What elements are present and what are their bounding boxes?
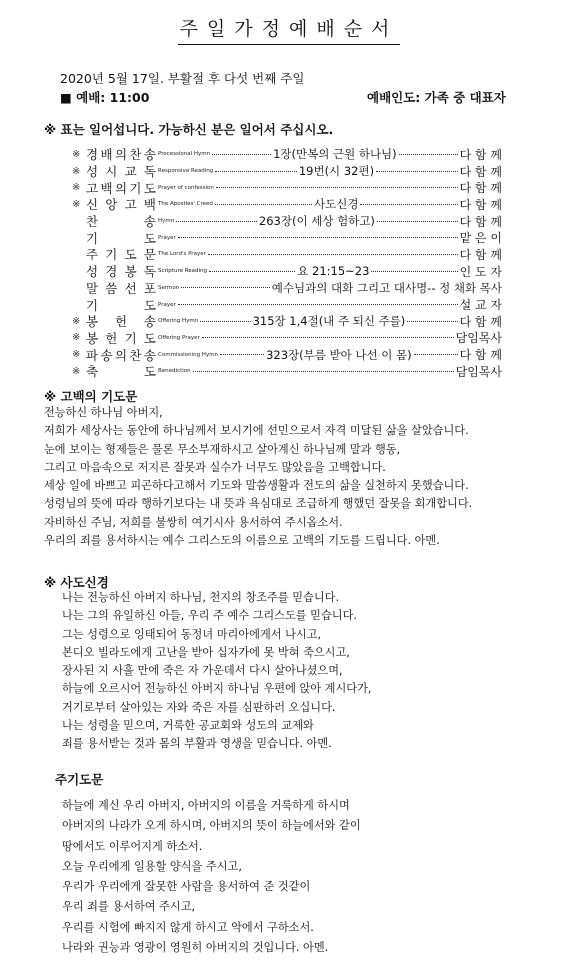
order-item-name-char: 성 xyxy=(86,264,99,280)
order-item-english: Prayer of confession xyxy=(158,184,214,191)
order-item-name-char: 기 xyxy=(105,247,118,263)
leader-dots xyxy=(176,221,257,222)
order-item-name-char: 찬 xyxy=(129,147,142,163)
order-item-leader: 다 함 께 xyxy=(459,214,503,229)
order-item-name-char: 의 xyxy=(114,347,128,363)
lords-prayer-line: 우리가 우리에게 잘못한 사람을 용서하여 준 것같이 xyxy=(62,880,311,894)
order-item-english: Commissioning Hymn xyxy=(158,351,219,358)
order-item-name-char: 배 xyxy=(100,147,113,163)
leader-dots xyxy=(202,337,454,338)
order-item-name xyxy=(86,296,156,314)
order-item-leader: 다 함 께 xyxy=(459,164,503,179)
order-item-name-char: 독 xyxy=(143,264,156,280)
confession-heading: ※ 고백의 기도문 xyxy=(44,389,138,404)
order-item xyxy=(72,330,502,347)
standing-mark: ※ xyxy=(72,165,81,177)
leader-dots xyxy=(215,204,312,205)
order-item-english: Offering Prayer xyxy=(158,334,200,341)
order-item-name xyxy=(86,329,156,347)
confession-line: 그리고 마음속으로 저지른 잘못과 실수가 너무도 많았음을 고백합니다. xyxy=(44,460,386,474)
order-item-name-char: 백 xyxy=(100,180,113,196)
order-item-english: Sermon xyxy=(158,284,180,291)
leader-dots xyxy=(209,271,295,272)
leader-dots xyxy=(200,321,250,322)
order-item-detail: 315장 1,4절(내 주 되신 주를) xyxy=(252,314,406,329)
order-of-worship xyxy=(72,146,502,380)
order-item-name xyxy=(86,262,156,280)
confession-line: 세상 일에 바쁘고 피곤하다고해서 기도와 말씀생활과 전도의 삶을 실천하지 못했습니다. xyxy=(44,479,469,493)
order-item-name-char: 의 xyxy=(114,180,128,196)
leader-dots xyxy=(181,287,270,288)
order-item xyxy=(72,213,502,230)
standing-mark: ※ xyxy=(72,148,81,160)
order-item-english: Prayer xyxy=(158,301,176,308)
order-item-name xyxy=(86,346,156,364)
service-date: 2020년 5월 17일. 부활절 후 다섯 번째 주일 xyxy=(60,71,305,86)
order-item-name-char: 찬 xyxy=(129,347,142,363)
order-item-name xyxy=(86,229,156,247)
apostles-creed xyxy=(62,589,371,754)
order-item-detail: 323장(부름 받아 나선 이 몸) xyxy=(266,347,412,362)
lords-prayer-heading: 주기도문 xyxy=(55,772,104,787)
leader-dots xyxy=(371,271,457,272)
confession-line: 눈에 보이는 형제들은 물론 무소부재하시고 살아계신 하나님께 말과 행동, xyxy=(44,442,401,456)
creed-heading: ※ 사도신경 xyxy=(44,575,109,590)
confession-line: 전능하신 하나님 아버지, xyxy=(44,406,163,419)
order-item-leader: 다 함 께 xyxy=(459,181,502,196)
order-item-name-char: 독 xyxy=(143,164,156,180)
order-item-leader: 다 함 께 xyxy=(459,247,502,262)
order-item-name-char: 송 xyxy=(143,214,156,230)
creed-line: 죄를 용서받는 것과 몸의 부활과 영생을 믿습니다. 아멘. xyxy=(62,737,332,751)
order-item xyxy=(72,280,502,297)
order-item-leader: 담임목사 xyxy=(455,331,502,346)
leader-dots xyxy=(377,221,458,222)
order-item-name xyxy=(86,162,156,180)
order-item-name-char: 찬 xyxy=(86,214,99,230)
service-time: ■ 예배: 11:00 xyxy=(60,90,150,105)
order-item-english: Responsive Reading xyxy=(158,168,214,175)
order-item-leader: 다 함 께 xyxy=(459,348,503,363)
lords-prayer-line: 우리 죄를 용서하여 주시고, xyxy=(62,900,196,914)
lords-prayer xyxy=(62,796,361,958)
order-item-leader: 다 함 께 xyxy=(459,147,502,162)
order-item-name-char: 송 xyxy=(100,347,113,363)
order-item-name-char: 경 xyxy=(86,147,99,163)
order-item-leader: 다 함 께 xyxy=(459,314,503,329)
order-item-name-char: 의 xyxy=(114,147,128,163)
order-item-name-char: 도 xyxy=(143,180,156,196)
order-item-name xyxy=(86,212,156,230)
order-item-name-char: 도 xyxy=(124,247,137,263)
title-underline xyxy=(178,44,400,45)
creed-line: 나는 그의 유일하신 아들, 우리 주 예수 그리스도를 믿습니다. xyxy=(62,609,357,623)
lords-prayer-line: 나라와 권능과 영광이 영원히 아버지의 것입니다. 아멘. xyxy=(62,941,329,955)
order-item-name-char: 헌 xyxy=(114,314,128,330)
lords-prayer-line: 하늘에 계신 우리 아버지, 아버지의 이름을 거룩하게 하시며 xyxy=(62,799,350,812)
order-item-name-char: 기 xyxy=(129,180,142,196)
order-item-english: Offering Hymn xyxy=(158,318,199,325)
confession-line: 우리의 죄를 용서하시는 예수 그리스도의 이름으로 고백의 기도를 드립니다. 아멘. xyxy=(44,534,440,548)
order-item-name xyxy=(86,179,156,197)
lords-prayer-line: 땅에서도 이루어지게 하소서. xyxy=(62,839,203,853)
confession-line: 자비하신 주님, 저희를 불쌍히 여기시사 용서하여 주시옵소서. xyxy=(44,515,343,529)
creed-line: 본디오 빌라도에게 고난을 받아 십자가에 못 박혀 죽으시고, xyxy=(62,645,350,659)
order-item-name xyxy=(86,145,156,163)
order-item-leader: 설 교 자 xyxy=(459,298,502,313)
order-item-name-char: 기 xyxy=(124,330,137,346)
order-item-name-char: 포 xyxy=(143,280,156,296)
order-item-leader: 인 도 자 xyxy=(459,264,503,279)
order-item-name-char: 헌 xyxy=(105,330,118,346)
order-item-name-char: 말 xyxy=(86,280,99,296)
leader-dots xyxy=(414,354,458,355)
order-item xyxy=(72,363,502,380)
order-item-name-char: 송 xyxy=(143,347,156,363)
order-item-name-char: 교 xyxy=(124,164,137,180)
leader-dots xyxy=(407,321,457,322)
leader-dots xyxy=(399,154,458,155)
order-item xyxy=(72,163,502,180)
order-item-name-char: 고 xyxy=(86,180,99,196)
worship-leader: 예배인도: 가족 중 대표자 xyxy=(367,90,506,105)
order-item-english: The Lord's Prayer xyxy=(158,251,206,258)
order-item xyxy=(72,263,502,280)
order-item-name-char: 축 xyxy=(86,364,99,380)
order-item-name-char: 봉 xyxy=(86,330,99,346)
order-item xyxy=(72,146,502,163)
order-item-english: Processional Hymn xyxy=(158,151,211,158)
standing-mark: ※ xyxy=(72,198,81,210)
order-item-leader: 담임목사 xyxy=(455,364,502,379)
order-item-name xyxy=(86,195,156,213)
leader-dots xyxy=(220,354,264,355)
order-item-english: Prayer xyxy=(158,234,176,241)
order-item xyxy=(72,313,502,330)
standing-mark: ※ xyxy=(72,365,81,377)
order-item-name-char: 주 xyxy=(86,247,99,263)
order-item-name-char: 신 xyxy=(86,197,99,213)
order-item-english: Benediction xyxy=(158,368,191,375)
order-item-detail: 예수님과의 대화 그리고 대사명-- 정 채화 목사 xyxy=(271,280,502,295)
order-item-name xyxy=(86,245,156,263)
order-item-name-char: 씀 xyxy=(105,280,118,296)
order-item-detail: 사도신경 xyxy=(314,197,359,212)
order-item-name-char: 기 xyxy=(86,230,99,246)
order-item-detail: 263장(이 세상 험하고) xyxy=(258,214,375,229)
standing-mark: ※ xyxy=(72,315,81,327)
standing-mark: ※ xyxy=(72,332,81,344)
order-item xyxy=(72,346,502,363)
order-item-english: Hymn xyxy=(158,218,175,225)
order-item-leader: 다 함 께 xyxy=(459,197,502,212)
order-item-name-char: 봉 xyxy=(124,264,137,280)
leader-dots xyxy=(193,371,454,372)
lords-prayer-line: 오늘 우리에게 일용할 양식을 주시고, xyxy=(62,859,242,873)
order-item-detail: 1장(만복의 근원 하나님) xyxy=(273,147,397,162)
leader-dots xyxy=(215,171,297,172)
order-item-name-char: 고 xyxy=(124,197,137,213)
order-item-name-char: 도 xyxy=(143,364,156,380)
creed-line: 나는 성령을 믿으며, 거룩한 공교회와 성도의 교제와 xyxy=(62,719,314,733)
order-item xyxy=(72,296,502,313)
order-item-name-char: 송 xyxy=(143,314,156,330)
leader-dots xyxy=(216,187,458,188)
order-item-name-char: 성 xyxy=(86,164,99,180)
standing-mark: ※ xyxy=(72,182,81,194)
creed-line: 장사된 지 사흘 만에 죽은 자 가운데서 다시 살아나셨으며, xyxy=(62,664,343,678)
creed-line: 그는 성령으로 잉태되어 동정녀 마리아에게서 나시고, xyxy=(62,627,322,641)
order-item-name-char: 기 xyxy=(86,297,99,313)
order-item-name-char: 도 xyxy=(143,230,156,246)
order-item xyxy=(72,179,502,196)
order-item-name-char: 경 xyxy=(105,264,118,280)
order-item-name xyxy=(86,279,156,297)
order-item-name-char: 도 xyxy=(143,297,156,313)
leader-dots xyxy=(360,204,457,205)
order-item-name-char: 파 xyxy=(86,347,99,363)
order-item-name-char: 선 xyxy=(124,280,137,296)
order-item-leader: 맡 은 이 xyxy=(459,231,502,246)
confession-line: 성령님의 뜻에 따라 행하기보다는 내 뜻과 욕심대로 조급하게 행했던 잘못을 회개합니다. xyxy=(44,497,473,511)
order-item-name xyxy=(86,312,156,330)
standing-note: ※ 표는 일어섭니다. 가능하신 분은 일어서 주십시오. xyxy=(44,122,334,137)
lords-prayer-line: 우리를 시험에 빠지지 않게 하시고 악에서 구하소서. xyxy=(62,920,314,934)
order-item-name-char: 봉 xyxy=(86,314,99,330)
order-item-detail: 요 21:15~23 xyxy=(297,264,370,279)
order-item-english: Scripture Reading xyxy=(158,268,208,275)
order-item-name-char: 문 xyxy=(143,247,156,263)
lords-prayer-line: 아버지의 나라가 오게 하시며, 아버지의 뜻이 하늘에서와 같이 xyxy=(62,819,361,833)
leader-dots xyxy=(212,154,271,155)
confession-line: 저희가 세상사는 동안에 하나님께서 보시기에 선민으로서 자격 미달된 삶을 살았습니다. xyxy=(44,424,469,438)
order-item xyxy=(72,229,502,246)
order-item-name-char: 앙 xyxy=(105,197,118,213)
order-item-name-char: 송 xyxy=(143,147,156,163)
order-item-english: The Apostles' Creed xyxy=(158,201,213,208)
order-item-name-char: 시 xyxy=(105,164,118,180)
order-item xyxy=(72,246,502,263)
creed-line: 거기로부터 살아있는 자와 죽은 자를 심판하러 오십니다. xyxy=(62,700,336,714)
order-item-detail: 19번(시 32편) xyxy=(298,164,375,179)
leader-dots xyxy=(376,171,458,172)
leader-dots xyxy=(178,237,458,238)
order-item xyxy=(72,196,502,213)
standing-mark: ※ xyxy=(72,349,81,361)
confession-prayer xyxy=(44,404,472,550)
creed-line: 나는 전능하신 아버지 하나님, 천지의 창조주를 믿습니다. xyxy=(62,591,340,604)
order-item-name xyxy=(86,362,156,380)
leader-dots xyxy=(208,254,458,255)
order-item-name-char: 도 xyxy=(143,330,156,346)
order-item-name-char: 백 xyxy=(143,197,156,213)
leader-dots xyxy=(178,304,458,305)
creed-line: 하늘에 오르시어 전능하신 아버지 하나님 우편에 앉아 계시다가, xyxy=(62,682,372,696)
page-title: 주일가정예배순서 xyxy=(179,18,399,40)
